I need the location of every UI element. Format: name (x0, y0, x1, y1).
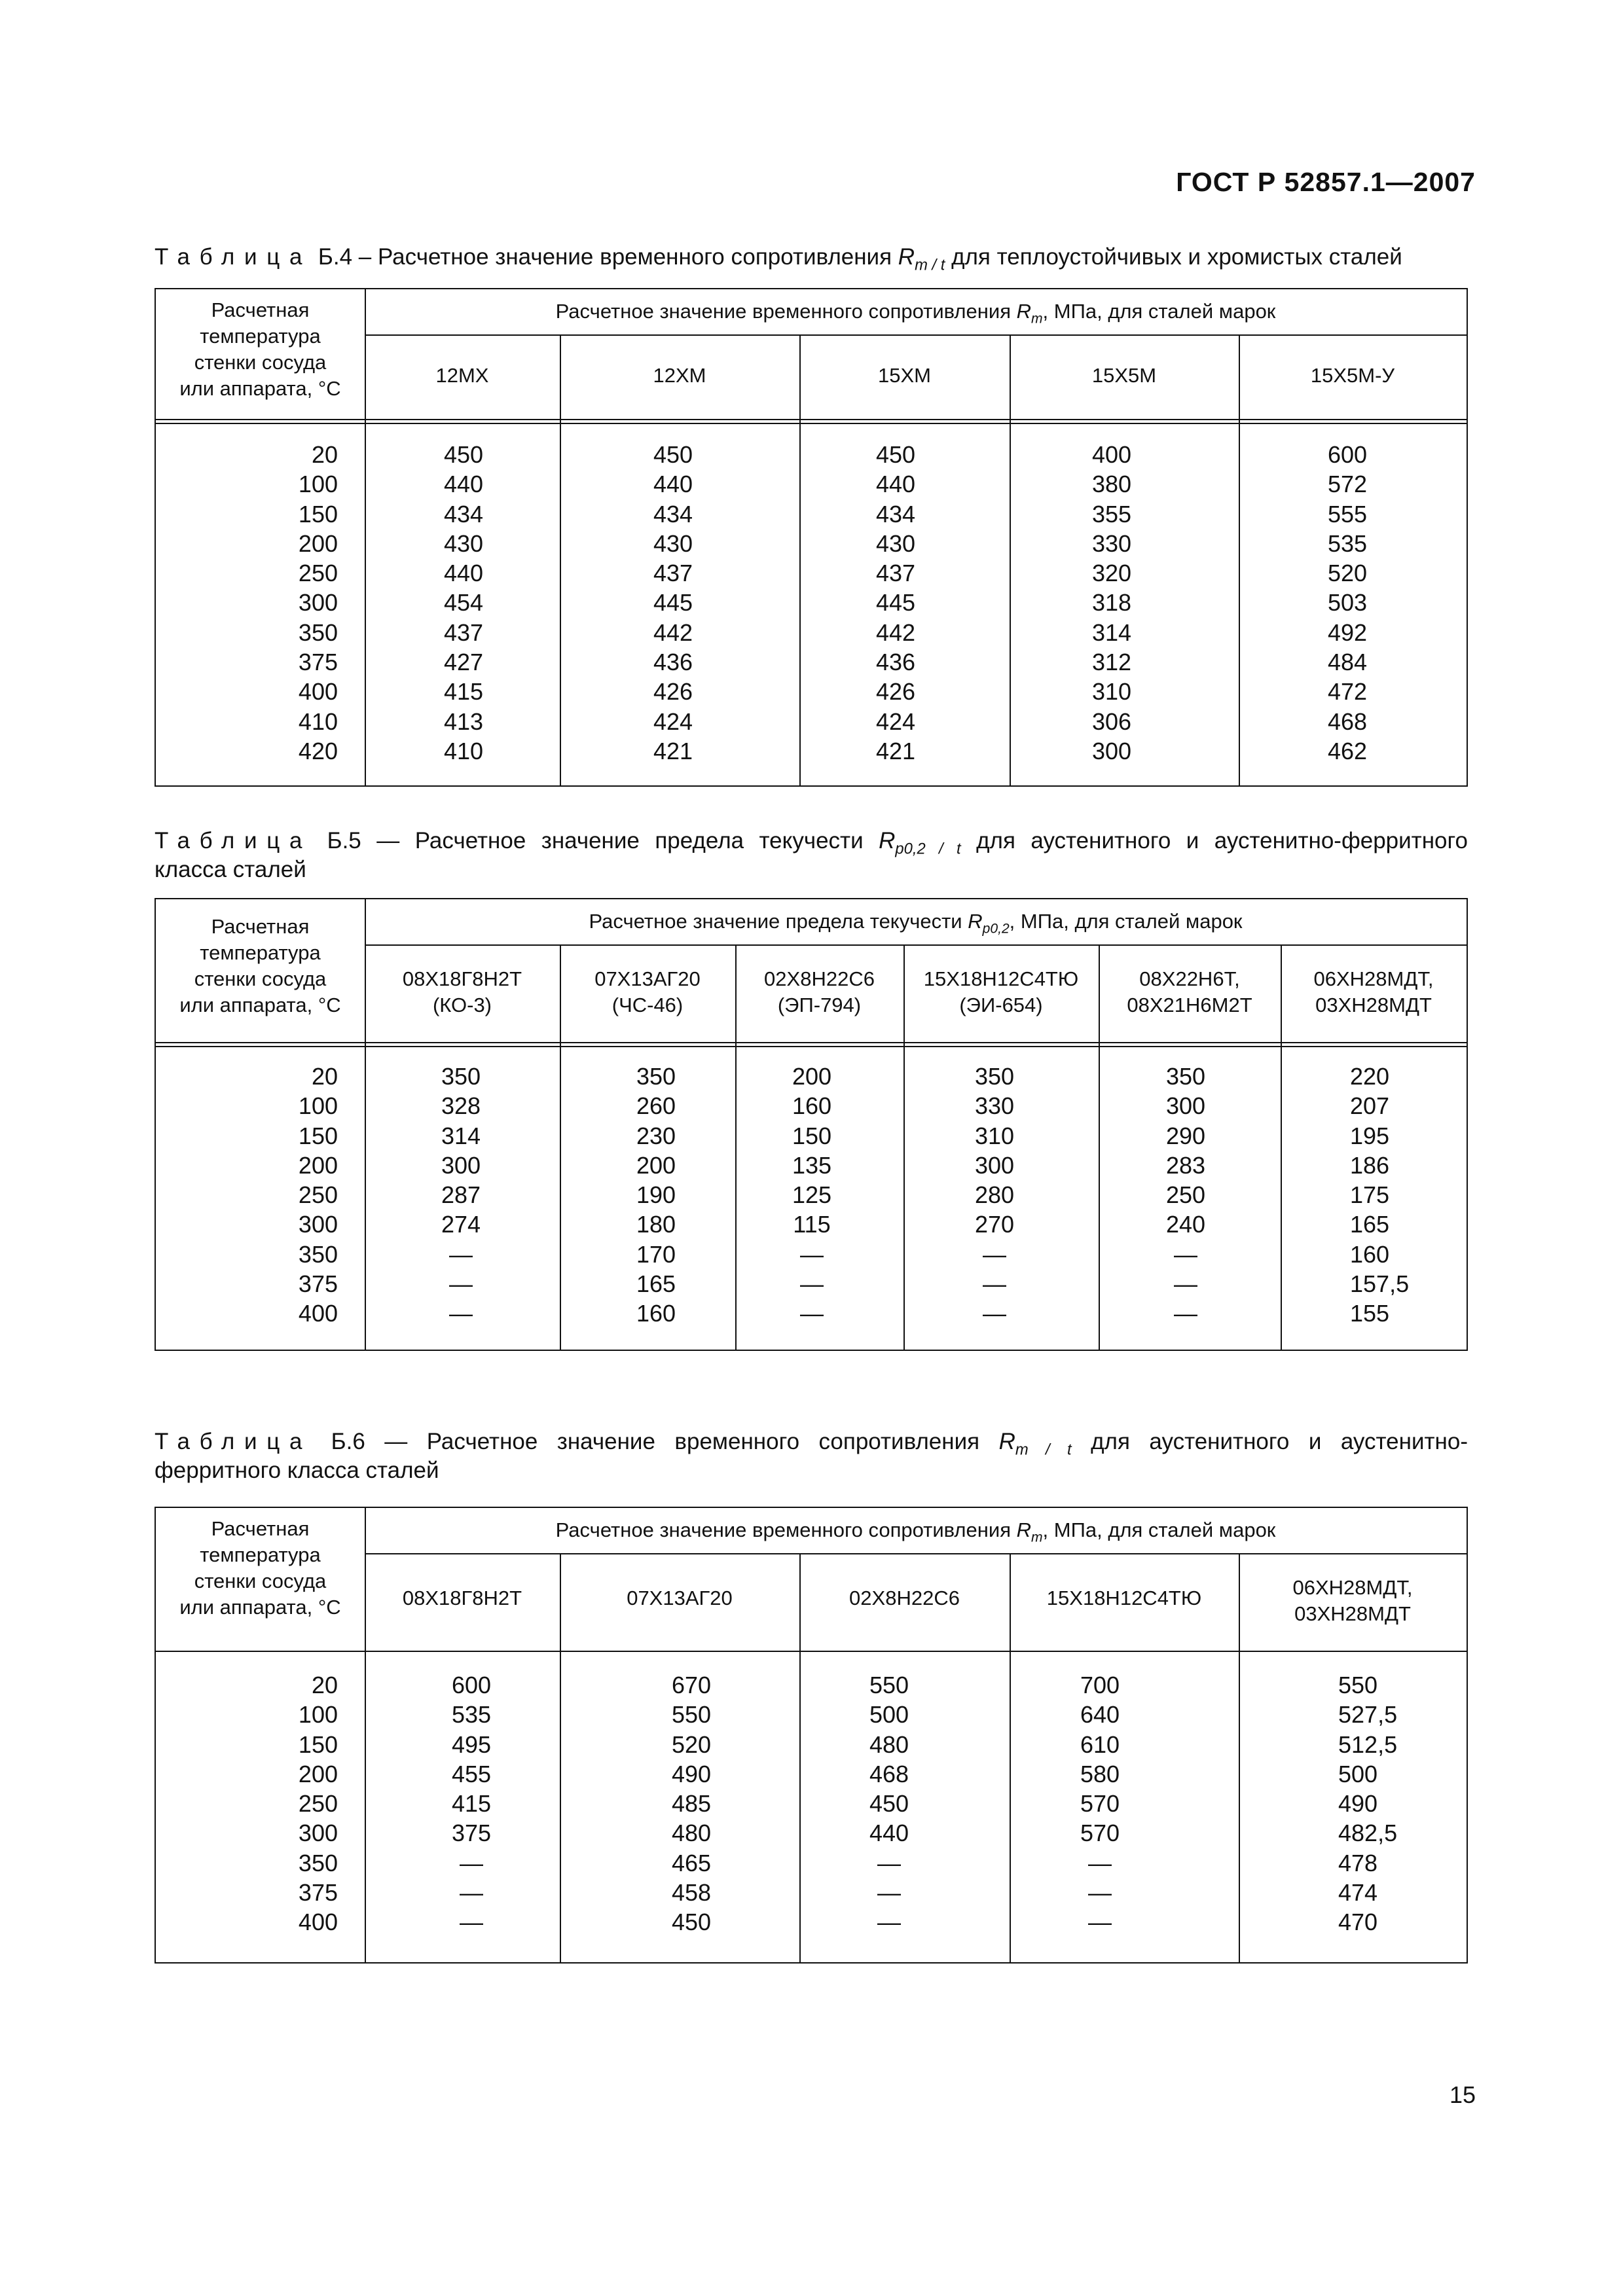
table-cell: 430 (444, 529, 484, 557)
table-cell: 640 (1080, 1701, 1120, 1729)
table-cell: 314 (441, 1122, 481, 1149)
table-cell: 572 (1328, 471, 1368, 498)
table-cell: 427 (444, 649, 484, 676)
table-cell: 450 (869, 1790, 909, 1818)
value-column (444, 440, 483, 766)
table-cell: 306 (1092, 708, 1132, 735)
table-cell: 555 (1328, 500, 1368, 528)
table-cell: 492 (1328, 619, 1368, 646)
table-cell: 450 (653, 441, 693, 468)
value-column (788, 1062, 835, 1329)
table-cell: — (877, 1909, 901, 1936)
table-cell: — (460, 1849, 483, 1876)
table-cell: 300 (974, 1151, 1015, 1179)
value-column (437, 1062, 484, 1329)
table-cell: 20 (311, 441, 338, 468)
value-column (1092, 440, 1131, 766)
table-cell: 410 (298, 708, 338, 735)
table-cell: 550 (869, 1672, 909, 1698)
table-cell: 318 (1092, 589, 1132, 617)
table-cell: 480 (869, 1731, 909, 1758)
table-cell: 260 (636, 1092, 676, 1120)
table-cell: 512,5 (1338, 1731, 1398, 1758)
table-cell: 195 (1350, 1122, 1390, 1149)
table-cell: — (1174, 1300, 1197, 1327)
table-cell: 100 (298, 1092, 338, 1120)
table-cell: 474 (1338, 1879, 1378, 1907)
table-cell: 415 (444, 678, 484, 706)
table-cell: — (449, 1240, 473, 1268)
table-cell: 186 (1350, 1151, 1390, 1179)
table-cell: 462 (1328, 737, 1368, 764)
document-code: ГОСТ Р 52857.1—2007 (1176, 167, 1476, 197)
table-cell: 190 (636, 1181, 676, 1209)
table-cell: — (877, 1849, 901, 1876)
table-cell: 165 (1350, 1211, 1390, 1238)
table-cell: 413 (444, 708, 484, 735)
column-header: 07Х13АГ20 (627, 1587, 733, 1609)
table-cell: 230 (636, 1122, 676, 1149)
table-cell: 503 (1328, 589, 1368, 617)
table-cell: 600 (1328, 441, 1368, 468)
table-cell: 175 (1350, 1181, 1390, 1209)
column-header: 07Х13АГ20 (ЧС-46) (594, 967, 701, 1016)
table-cell: 150 (298, 1122, 338, 1149)
table-cell: — (983, 1300, 1006, 1327)
temperature-column (299, 440, 338, 766)
table-cell: 165 (636, 1270, 676, 1298)
table-cell: 250 (298, 1181, 338, 1209)
table-cell: 450 (876, 441, 916, 468)
value-column (632, 1062, 680, 1329)
table-cell: 220 (1350, 1063, 1390, 1090)
table-cell: 150 (298, 1731, 338, 1758)
table-cell: 424 (876, 708, 916, 735)
column-header: 02Х8Н22С6 (849, 1587, 960, 1609)
table-cell: 320 (1092, 560, 1132, 587)
table-cell: 442 (876, 619, 916, 646)
column-header: 12ХМ (653, 364, 706, 387)
table-cell: 200 (298, 1151, 338, 1179)
table-cell: 440 (444, 560, 484, 587)
table-cell: 440 (653, 471, 693, 498)
table-cell: 445 (653, 589, 693, 617)
table-b6-caption-line2: ферритного класса сталей (155, 1458, 439, 1483)
table-cell: 350 (974, 1063, 1015, 1090)
table-cell: — (460, 1909, 483, 1936)
table-cell: 436 (876, 649, 916, 676)
table-cell: 426 (653, 678, 693, 706)
table-cell: 570 (1080, 1820, 1120, 1847)
table-cell: 485 (671, 1790, 712, 1818)
value-column (971, 1062, 1018, 1329)
column-header: 06ХН28МДТ, 03ХН28МДТ (1313, 967, 1434, 1016)
table-cell: 240 (1165, 1211, 1206, 1238)
table-cell: 314 (1092, 619, 1132, 646)
table-cell: 330 (974, 1092, 1015, 1120)
table-cell: 310 (1092, 678, 1132, 706)
table-b5-caption-line2: класса сталей (155, 857, 306, 882)
table-cell: 480 (671, 1820, 712, 1847)
table-cell: 442 (653, 619, 693, 646)
table-cell: 440 (876, 471, 916, 498)
table-cell: 434 (444, 500, 484, 528)
table-cell: 160 (1350, 1240, 1390, 1268)
table-cell: 478 (1338, 1849, 1378, 1876)
table-b5 (155, 898, 1468, 1351)
column-header: 12МХ (435, 364, 489, 387)
table-cell: 300 (298, 1211, 338, 1238)
value-column (876, 440, 915, 766)
table-cell: 472 (1328, 678, 1368, 706)
table-cell: 421 (653, 737, 693, 764)
table-cell: 670 (671, 1672, 712, 1698)
page-number: 15 (1449, 2081, 1476, 2108)
table-cell: 550 (671, 1701, 712, 1729)
table-cell: 495 (451, 1731, 492, 1758)
table-b4 (155, 288, 1468, 787)
value-column (668, 1670, 715, 1937)
table-cell: 450 (671, 1909, 712, 1936)
table-cell: 20 (311, 1063, 338, 1090)
table-cell: 450 (444, 441, 484, 468)
table-cell: 500 (1338, 1760, 1378, 1787)
table-cell: 100 (298, 1701, 338, 1729)
group-header: Расчетное значение временного сопротивления $R_m$, МПа, для сталей марок (555, 300, 1276, 327)
table-cell: — (983, 1240, 1006, 1268)
value-column (653, 440, 693, 766)
table-cell: 455 (451, 1760, 492, 1787)
table-cell: 426 (876, 678, 916, 706)
table-cell: 550 (1338, 1672, 1378, 1698)
table-cell: 150 (792, 1122, 832, 1149)
table-cell: 421 (876, 737, 916, 764)
table-cell: 434 (653, 500, 693, 528)
table-cell: 115 (793, 1211, 831, 1238)
table-cell: 454 (444, 589, 484, 617)
temperature-column (299, 1670, 338, 1937)
table-b4-caption: Таблица Б.4 – Расчетное значение временного сопротивления $R_{m / t}$ для теплоустойчивых и хромистых сталей (155, 244, 1402, 274)
table-cell: 300 (1092, 737, 1132, 764)
table-cell: 437 (653, 560, 693, 587)
table-cell: 434 (876, 500, 916, 528)
value-column (1338, 1670, 1397, 1937)
table-cell: 400 (298, 1300, 338, 1327)
table-cell: 160 (792, 1092, 832, 1120)
table-cell: 300 (441, 1151, 481, 1179)
table-cell: 250 (298, 560, 338, 587)
value-column (1162, 1062, 1209, 1329)
table-cell: 437 (444, 619, 484, 646)
table-cell: 580 (1080, 1760, 1120, 1787)
table-cell: 200 (792, 1063, 832, 1090)
table-cell: — (449, 1300, 473, 1327)
table-cell: 200 (636, 1151, 676, 1179)
table-cell: 283 (1165, 1151, 1206, 1179)
table-cell: — (1174, 1240, 1197, 1268)
table-cell: 420 (298, 737, 338, 764)
column-header: 08Х18Г8Н2Т (КО-3) (402, 967, 522, 1016)
column-header: 15ХМ (878, 364, 931, 387)
table-cell: 135 (792, 1151, 832, 1179)
table-cell: 300 (298, 1820, 338, 1847)
table-cell: 270 (974, 1211, 1015, 1238)
table-cell: 250 (298, 1790, 338, 1818)
table-cell: 465 (671, 1849, 712, 1876)
table-cell: 350 (441, 1063, 481, 1090)
table-cell: 400 (1092, 441, 1132, 468)
table-cell: — (800, 1300, 824, 1327)
value-column (448, 1670, 495, 1937)
table-cell: 527,5 (1338, 1701, 1398, 1729)
table-cell: 520 (1328, 560, 1368, 587)
table-cell: 350 (298, 1849, 338, 1876)
table-cell: 312 (1092, 649, 1132, 676)
table-cell: 287 (441, 1181, 481, 1209)
table-cell: 430 (653, 529, 693, 557)
table-cell: 180 (636, 1211, 676, 1238)
column-header: 15Х5М-У (1310, 364, 1395, 387)
table-cell: 520 (671, 1731, 712, 1758)
table-cell: — (983, 1270, 1006, 1298)
table-cell: 440 (869, 1820, 909, 1847)
value-column (1328, 440, 1367, 766)
value-column (1350, 1062, 1409, 1329)
row-header: Расчетная температура стенки сосуда или аппарата, °С (179, 915, 341, 1016)
table-cell: 250 (1165, 1181, 1206, 1209)
table-cell: 300 (1165, 1092, 1206, 1120)
value-column (866, 1670, 913, 1937)
table-cell: 437 (876, 560, 916, 587)
table-cell: 436 (653, 649, 693, 676)
column-header: 08Х22Н6Т, 08Х21Н6М2Т (1127, 967, 1252, 1016)
table-b5-caption: Таблица Б.5 — Расчетное значение предела текучести $R_{p0,2 / t}$ для аустенитного и аустенитно-ферритного (155, 828, 1468, 858)
table-cell: 430 (876, 529, 916, 557)
table-cell: 375 (451, 1820, 492, 1847)
value-column (1076, 1670, 1123, 1937)
table-cell: — (1088, 1849, 1112, 1876)
table-cell: 400 (298, 678, 338, 706)
group-header: Расчетное значение предела текучести $R_{p0,2}$, МПа, для сталей марок (589, 910, 1243, 937)
column-header: 08Х18Г8Н2Т (402, 1587, 522, 1609)
table-cell: 207 (1350, 1092, 1390, 1120)
column-header: 02Х8Н22С6 (ЭП-794) (764, 967, 875, 1016)
table-cell: 468 (1328, 708, 1368, 735)
table-cell: 375 (298, 1879, 338, 1907)
table-cell: 330 (1092, 529, 1132, 557)
table-cell: 470 (1338, 1909, 1378, 1936)
table-cell: 350 (298, 619, 338, 646)
table-cell: 170 (636, 1240, 676, 1268)
table-cell: 160 (636, 1300, 676, 1327)
table-cell: 458 (671, 1879, 712, 1907)
table-cell: 310 (974, 1122, 1015, 1149)
table-cell: 482,5 (1338, 1820, 1398, 1847)
table-cell: 350 (636, 1063, 676, 1090)
table-cell: 150 (298, 500, 338, 528)
table-cell: 355 (1092, 500, 1132, 528)
table-cell: 445 (876, 589, 916, 617)
temperature-column (299, 1062, 338, 1329)
table-cell: 350 (298, 1240, 338, 1268)
table-cell: 610 (1080, 1731, 1120, 1758)
table-cell: 274 (441, 1211, 481, 1238)
table-cell: — (1088, 1909, 1112, 1936)
table-cell: 600 (451, 1672, 492, 1698)
table-cell: — (877, 1879, 901, 1907)
table-cell: 535 (1328, 529, 1368, 557)
table-cell: 440 (444, 471, 484, 498)
table-cell: 535 (451, 1701, 492, 1729)
table-cell: 155 (1350, 1300, 1390, 1327)
table-cell: 400 (298, 1909, 338, 1936)
table-cell: 350 (1165, 1063, 1206, 1090)
column-header: 15Х18Н12С4ТЮ (ЭИ-654) (923, 967, 1079, 1016)
table-cell: 424 (653, 708, 693, 735)
table-cell: 200 (298, 529, 338, 557)
table-cell: — (1088, 1879, 1112, 1907)
table-cell: — (460, 1879, 483, 1907)
table-cell: 125 (792, 1181, 832, 1209)
group-header: Расчетное значение временного сопротивления $R_m$, МПа, для сталей марок (555, 1518, 1276, 1545)
row-header: Расчетная температура стенки сосуда или аппарата, °С (179, 298, 341, 400)
table-cell: 157,5 (1350, 1270, 1410, 1298)
table-cell: 468 (869, 1760, 909, 1787)
column-header: 06ХН28МДТ, 03ХН28МДТ (1292, 1576, 1413, 1625)
table-cell: 484 (1328, 649, 1368, 676)
table-cell: 100 (298, 471, 338, 498)
table-cell: — (800, 1270, 824, 1298)
table-cell: — (449, 1270, 473, 1298)
table-b6 (155, 1507, 1468, 1964)
column-header: 15Х5М (1091, 364, 1157, 387)
table-cell: 280 (974, 1181, 1015, 1209)
table-cell: 415 (451, 1790, 492, 1818)
row-header: Расчетная температура стенки сосуда или аппарата, °С (179, 1517, 341, 1619)
table-cell: 410 (444, 737, 484, 764)
table-cell: 380 (1092, 471, 1132, 498)
table-cell: — (800, 1240, 824, 1268)
table-cell: 375 (298, 649, 338, 676)
table-cell: 300 (298, 589, 338, 617)
table-cell: 20 (311, 1672, 338, 1698)
table-cell: 570 (1080, 1790, 1120, 1818)
table-cell: 490 (1338, 1790, 1378, 1818)
table-cell: 500 (869, 1701, 909, 1729)
table-cell: 375 (298, 1270, 338, 1298)
table-cell: 490 (671, 1760, 712, 1787)
column-header: 15Х18Н12С4ТЮ (1046, 1587, 1202, 1609)
table-cell: — (1174, 1270, 1197, 1298)
table-cell: 200 (298, 1760, 338, 1787)
table-cell: 290 (1165, 1122, 1206, 1149)
table-b6-caption: Таблица Б.6 — Расчетное значение временного сопротивления $R_{m / t}$ для аустенитного и аустенитно- (155, 1429, 1468, 1459)
table-cell: 328 (441, 1092, 481, 1120)
table-cell: 700 (1080, 1672, 1120, 1698)
